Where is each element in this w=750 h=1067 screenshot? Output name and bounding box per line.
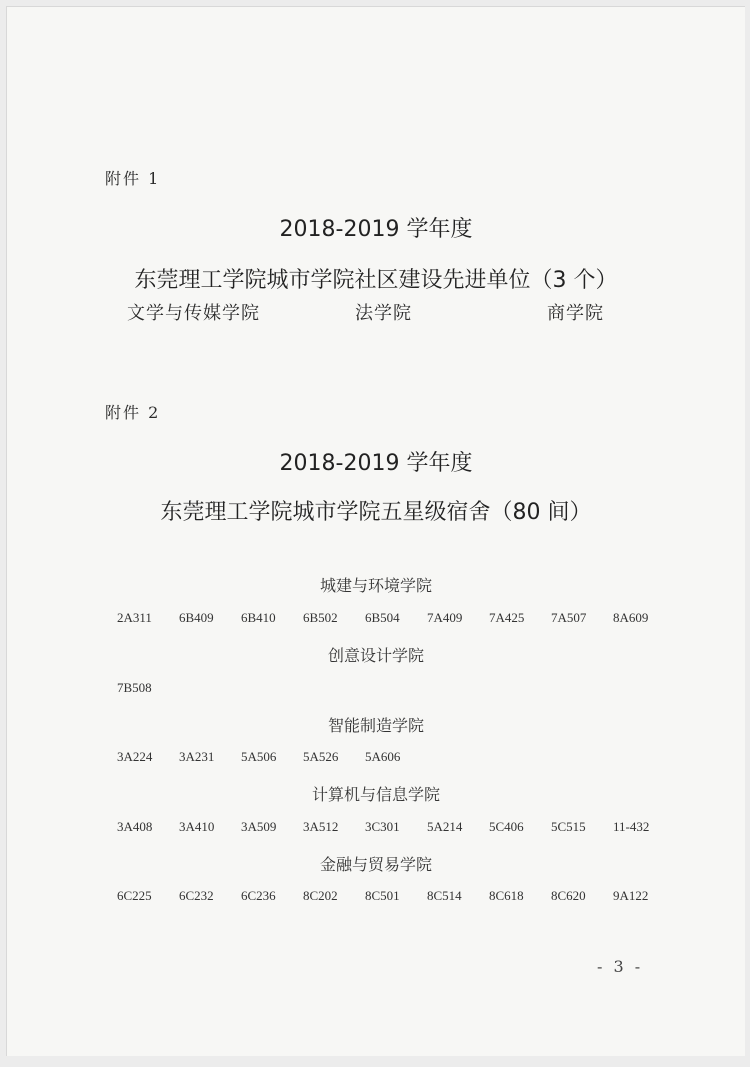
room-number: 8A609 [613,610,649,625]
advanced-unit-2: 法学院 [355,303,412,324]
room-number: 5A506 [241,749,277,764]
room-number: 5A526 [303,749,339,764]
room-number: 5A606 [365,749,401,764]
college-heading: 金融与贸易学院 [319,855,432,874]
room-number: 11-432 [613,819,650,834]
attachment-2-label: 附件 2 [105,403,161,422]
room-number: 6B409 [179,610,214,625]
room-number: 6C236 [241,888,276,903]
attachment-1-year-title: 2018-2019 学年度 [279,217,473,242]
college-heading: 计算机与信息学院 [311,785,440,804]
room-row [7,680,745,700]
college-heading: 智能制造学院 [327,716,424,735]
advanced-unit-1: 文学与传媒学院 [127,303,260,324]
room-number: 6C232 [179,888,214,903]
room-number: 9A122 [613,888,649,903]
room-number: 7A507 [551,610,587,625]
college-heading: 创意设计学院 [327,646,424,665]
room-number: 7B508 [117,680,152,695]
room-number: 7A425 [489,610,525,625]
room-number: 3A512 [303,819,339,834]
room-number: 2A311 [117,610,152,625]
room-number: 8C501 [365,888,400,903]
attachment-2-main-title: 东莞理工学院城市学院五星级宿舍（80 间） [160,500,592,525]
room-number: 6B502 [303,610,338,625]
room-number: 3C301 [365,819,400,834]
room-number: 3A408 [117,819,153,834]
room-number: 3A231 [179,749,215,764]
attachment-1-label: 附件 1 [105,169,161,188]
page-number: - 3 - [597,957,644,976]
room-number: 6B504 [365,610,400,625]
room-number: 6C225 [117,888,152,903]
room-row [7,888,745,908]
room-number: 7A409 [427,610,463,625]
room-number: 3A509 [241,819,277,834]
room-number: 8C620 [551,888,586,903]
room-number: 8C618 [489,888,524,903]
document-page [6,6,745,1056]
room-number: 3A410 [179,819,215,834]
room-number: 5C406 [489,819,524,834]
room-number: 8C202 [303,888,338,903]
room-number: 5C515 [551,819,586,834]
room-number: 3A224 [117,749,153,764]
room-number: 6B410 [241,610,276,625]
college-heading: 城建与环境学院 [319,576,432,595]
attachment-1-main-title: 东莞理工学院城市学院社区建设先进单位（3 个） [134,268,618,293]
room-number: 8C514 [427,888,462,903]
room-number: 5A214 [427,819,463,834]
room-row [7,819,745,839]
room-row [7,610,745,630]
room-row [7,749,745,769]
advanced-unit-3: 商学院 [547,303,604,324]
attachment-2-year-title: 2018-2019 学年度 [279,451,473,476]
